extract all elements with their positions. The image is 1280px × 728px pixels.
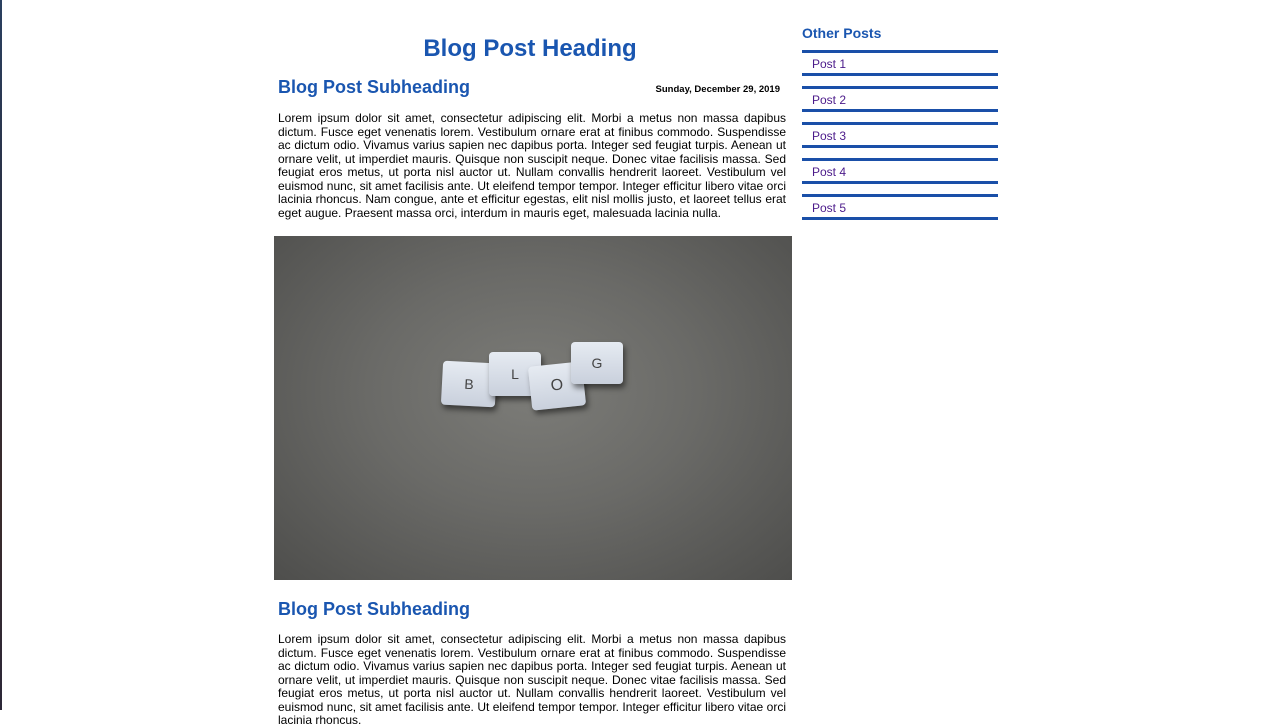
- key-tile: B: [441, 361, 497, 408]
- post-subheading: Blog Post Subheading: [278, 599, 470, 619]
- sidebar-post-link[interactable]: Post 3: [802, 122, 998, 148]
- key-tile: G: [571, 342, 623, 384]
- post-subheading: Blog Post Subheading: [278, 77, 470, 97]
- key-tile: L: [489, 352, 541, 396]
- post-body: Lorem ipsum dolor sit amet, consectetur adipiscing elit. Morbi a metus non massa dapibus dictum. Fusce eget venenatis lorem. Vestibulum ornare erat at finibus commodo. Suspendisse ac dictum odio. Vivamus varius sapien nec dapibus porta. Integer sed feugiat turpis. Aenean ut ornare velit, ut imperdiet mauris. Quisque non suscipit neque. Donec vitae facilisis massa. Sed feugiat eros metus, ut porta nisl auctor ut. Nullam convallis hendrerit laoreet. Vestibulum vel euismod nunc, sit amet facilisis ante. Ut eleifend tempor tempor. Integer efficitur libero vitae orci lacinia rhoncus. Nam congue, ante et efficitur egestas, elit nisl mollis justo, et laoreet tellus erat eget augue. Praesent massa orci, interdum in mauris eget, malesuada lacinia nulla.: [278, 111, 786, 220]
- page-heading: Blog Post Heading: [423, 35, 637, 62]
- post-body: Lorem ipsum dolor sit amet, consectetur adipiscing elit. Morbi a metus non massa dapibus dictum. Fusce eget venenatis lorem. Vestibulum ornare erat at finibus commodo. Suspendisse ac dictum odio. Vivamus varius sapien nec dapibus porta. Integer sed feugiat turpis. Aenean ut ornare velit, ut imperdiet mauris. Quisque non suscipit neque. Donec vitae facilisis massa. Sed feugiat eros metus, ut porta nisl auctor ut. Nullam convallis hendrerit laoreet. Vestibulum vel euismod nunc, sit amet facilisis ante. Ut eleifend tempor tempor. Integer efficitur libero vitae orci lacinia rhoncus.: [278, 632, 786, 727]
- blog-image: [274, 236, 792, 580]
- window-edge: [0, 0, 2, 710]
- sidebar-post-link[interactable]: Post 1: [802, 50, 998, 76]
- sidebar-post-link[interactable]: Post 2: [802, 86, 998, 112]
- key-tile: O: [528, 361, 586, 410]
- sidebar-post-link[interactable]: Post 4: [802, 158, 998, 184]
- sidebar-title: Other Posts: [802, 25, 882, 41]
- sidebar-post-link[interactable]: Post 5: [802, 194, 998, 220]
- post-date: Sunday, December 29, 2019: [655, 84, 780, 95]
